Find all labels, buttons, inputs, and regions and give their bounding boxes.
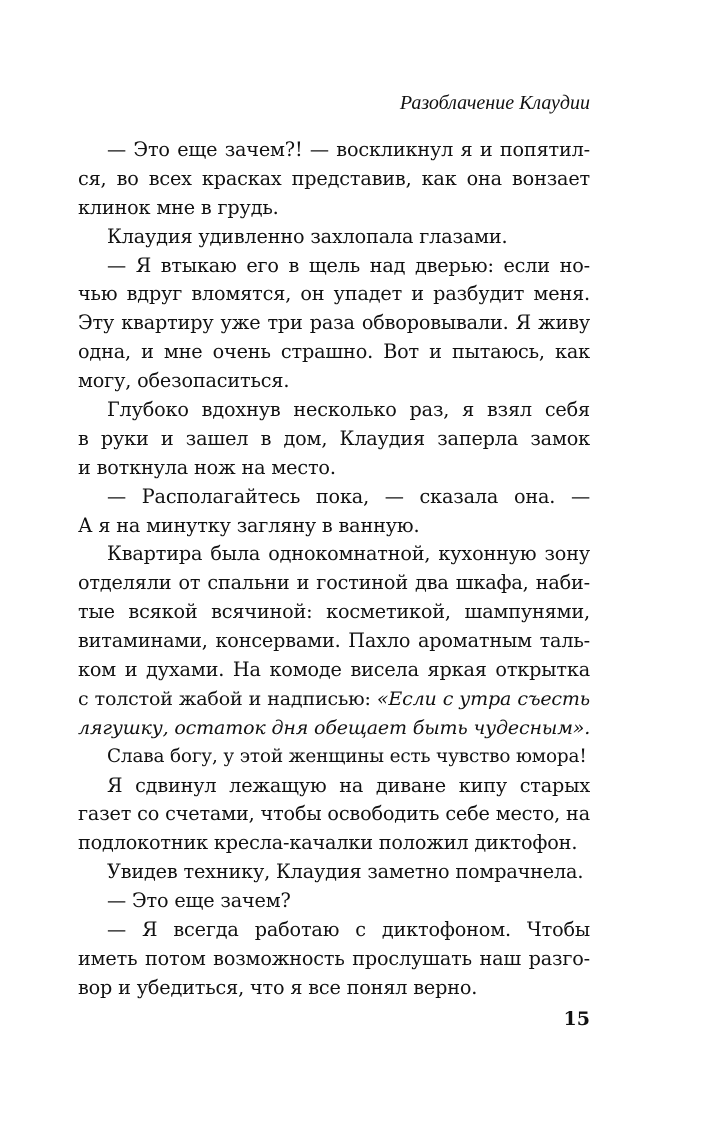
text-line xyxy=(78,656,590,685)
text-line xyxy=(78,223,590,252)
text-line xyxy=(78,569,590,598)
text-line-content: клинок мне в грудь. xyxy=(78,195,279,219)
text-line xyxy=(78,194,590,223)
text-line xyxy=(78,425,590,454)
text-line-content: и воткнула нож на место. xyxy=(78,455,336,479)
text-line xyxy=(78,252,590,281)
text-line-content: могу, обезопаситься. xyxy=(78,369,290,393)
text-line xyxy=(78,974,590,1003)
text-line xyxy=(78,309,590,338)
text-line-content: Я сдвинул лежащую на диване кипу старых xyxy=(107,773,590,797)
text-line xyxy=(78,858,590,887)
text-line xyxy=(78,714,590,743)
body-text xyxy=(78,136,590,1003)
text-line xyxy=(78,512,590,541)
text-line-content: — Это еще зачем?! — воскликнул я и попятил- xyxy=(107,138,590,161)
text-line-content: А я на минутку загляну в ванную. xyxy=(78,513,420,537)
text-line xyxy=(78,396,590,425)
page-number: 15 xyxy=(563,1008,590,1030)
text-line xyxy=(78,829,590,858)
italic-quote: «Если с утра съесть xyxy=(376,687,590,710)
text-line xyxy=(78,367,590,396)
text-line xyxy=(78,165,590,194)
text-line xyxy=(78,483,590,512)
text-line-content: отделяли от спальни и гостиной два шкафа, наби- xyxy=(78,571,590,595)
text-line-content: Слава богу, у этой женщины есть чувство юмора! xyxy=(107,745,587,767)
text-line-content: Эту квартиру уже три раза обворовывали. Я живу xyxy=(78,311,590,335)
text-line-content: Квартира была однокомнатной, кухонную зону xyxy=(107,542,590,566)
text-line-content: Глубоко вдохнув несколько раз, я взял себя xyxy=(107,398,590,422)
text-line xyxy=(78,280,590,309)
text-line xyxy=(78,338,590,367)
text-line xyxy=(78,454,590,483)
text-line-content: в руки и зашел в дом, Клаудия заперла замок xyxy=(78,426,590,450)
text-line-content: ком и духами. На комоде висела яркая открытка xyxy=(78,658,590,682)
text-line-content: газет со счетами, чтобы освободить себе место, на xyxy=(78,802,590,826)
text-line-content: Клаудия удивленно захлопала глазами. xyxy=(107,224,508,248)
running-head: Разоблачение Клаудии xyxy=(399,92,590,114)
text-line-content: — Я втыкаю его в щель над дверью: если но- xyxy=(107,253,590,277)
text-line-content: ся, во всех красках представив, как она вонзает xyxy=(78,166,590,190)
text-line-content: Увидев технику, Клаудия заметно помрачнела. xyxy=(107,860,584,884)
text-line xyxy=(78,540,590,569)
text-line xyxy=(78,685,590,714)
text-line-content: вор и убедиться, что я все понял верно. xyxy=(78,975,478,999)
text-line-content: — Я всегда работаю с диктофоном. Чтобы xyxy=(107,918,590,942)
text-line-content: — Это еще зачем? xyxy=(107,889,291,913)
text-line xyxy=(78,916,590,945)
text-line xyxy=(78,945,590,974)
text-line xyxy=(78,772,590,801)
text-line-content: одна, и мне очень страшно. Вот и пытаюсь, как xyxy=(78,340,590,364)
text-line xyxy=(78,887,590,916)
text-line-content: витаминами, консервами. Пахло ароматным таль- xyxy=(78,629,590,653)
text-line-content: тые всякой всячиной: косметикой, шампунями, xyxy=(78,600,590,624)
text-line-content: чью вдруг вломятся, он упадет и разбудит меня. xyxy=(78,282,590,306)
text-line xyxy=(78,800,590,829)
italic-quote: лягушку, остаток дня обещает быть чудесным». xyxy=(78,716,591,739)
text-line xyxy=(78,598,590,627)
text-line-content: подлокотник кресла-качалки положил диктофон. xyxy=(78,831,578,855)
text-line xyxy=(78,743,590,772)
text-line-content: — Располагайтесь пока, — сказала она. — xyxy=(107,484,590,508)
text-line-content: с толстой жабой и надписью: xyxy=(78,687,377,710)
text-line xyxy=(78,627,590,656)
text-line xyxy=(78,136,590,165)
text-line-content: иметь потом возможность прослушать наш разго- xyxy=(78,946,590,970)
